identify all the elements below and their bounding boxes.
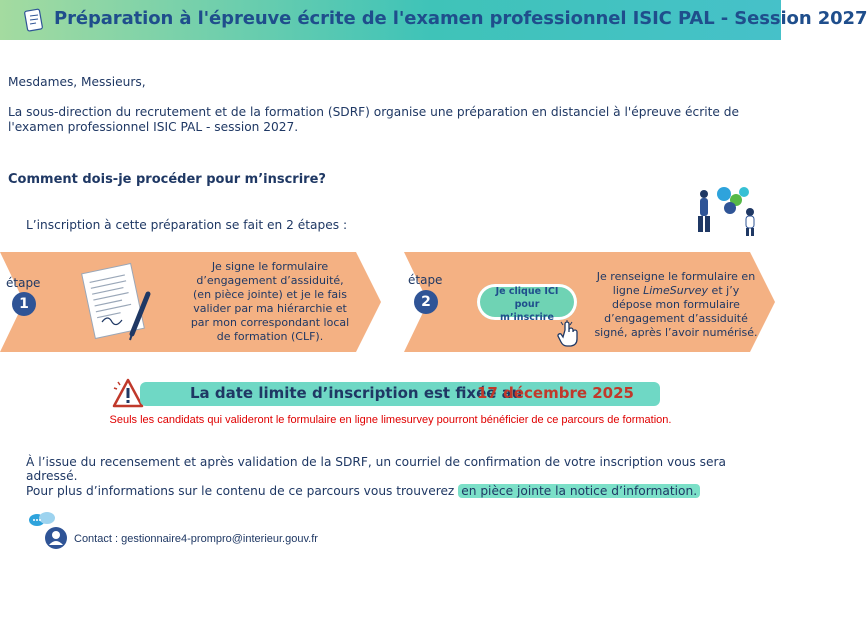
step-2-text-start: Je renseigne le formulaire en ligne <box>596 270 756 297</box>
greeting: Mesdames, Messieurs, <box>8 75 146 89</box>
step-2-number: 2 <box>414 290 438 314</box>
eligibility-note: Seuls les candidats qui valideront le formulaire en ligne limesurvey pourront bénéficier de ce parcours de formation. <box>109 414 672 426</box>
user-avatar-icon <box>44 526 68 550</box>
step-2-text-end: et j’y dépose mon formulaire d’engagement d’assiduité signé, après l’avoir numérisé. <box>594 284 758 339</box>
step-2-text <box>594 270 758 340</box>
info-text <box>26 484 700 498</box>
register-button-line-3: m’inscrire <box>500 312 554 323</box>
step-1-label: étape <box>6 276 41 290</box>
pointer-hand-icon <box>556 320 582 348</box>
step-2-label: étape <box>408 273 443 287</box>
steps-intro: L’inscription à cette préparation se fait en 2 étapes : <box>26 218 348 232</box>
deadline-label: La date limite d’inscription est fixée au <box>190 384 523 402</box>
intro-paragraph: La sous-direction du recrutement et de la formation (SDRF) organise une préparation en distanciel à l'épreuve écrite de l'examen professionnel ISIC PAL - session 2027. <box>8 105 740 134</box>
attachment-link[interactable]: en pièce jointe la notice d’information. <box>458 484 700 498</box>
contact-info: Contact : gestionnaire4-prompro@interieur.gouv.fr <box>74 533 318 545</box>
limesurvey-name: LimeSurvey <box>643 284 709 297</box>
step-1-text: Je signe le formulaire d’engagement d’assiduité, (en pièce jointe) et je le fais valider par ma hiérarchie et par mon correspondant local de formation (CLF). <box>190 260 350 343</box>
page-title: Préparation à l'épreuve écrite de l'examen professionnel ISIC PAL - Session 2027 <box>54 8 867 29</box>
confirmation-text: À l’issue du recensement et après validation de la SDRF, un courriel de confirmation de votre inscription vous sera adressé. <box>26 455 726 483</box>
notebook-icon <box>24 8 44 32</box>
section-heading: Comment dois-je procéder pour m’inscrire? <box>8 172 326 187</box>
register-button-line-1: Je clique ICI <box>495 286 559 297</box>
register-button-line-2: pour <box>514 299 540 310</box>
deadline-date: 17 décembre 2025 <box>477 384 634 402</box>
register-button[interactable] <box>477 284 577 323</box>
info-text-start: Pour plus d’informations sur le contenu de ce parcours vous trouverez <box>26 484 455 498</box>
team-puzzle-illustration <box>692 184 764 236</box>
step-1-number: 1 <box>12 292 36 316</box>
signed-document-icon <box>82 264 154 344</box>
